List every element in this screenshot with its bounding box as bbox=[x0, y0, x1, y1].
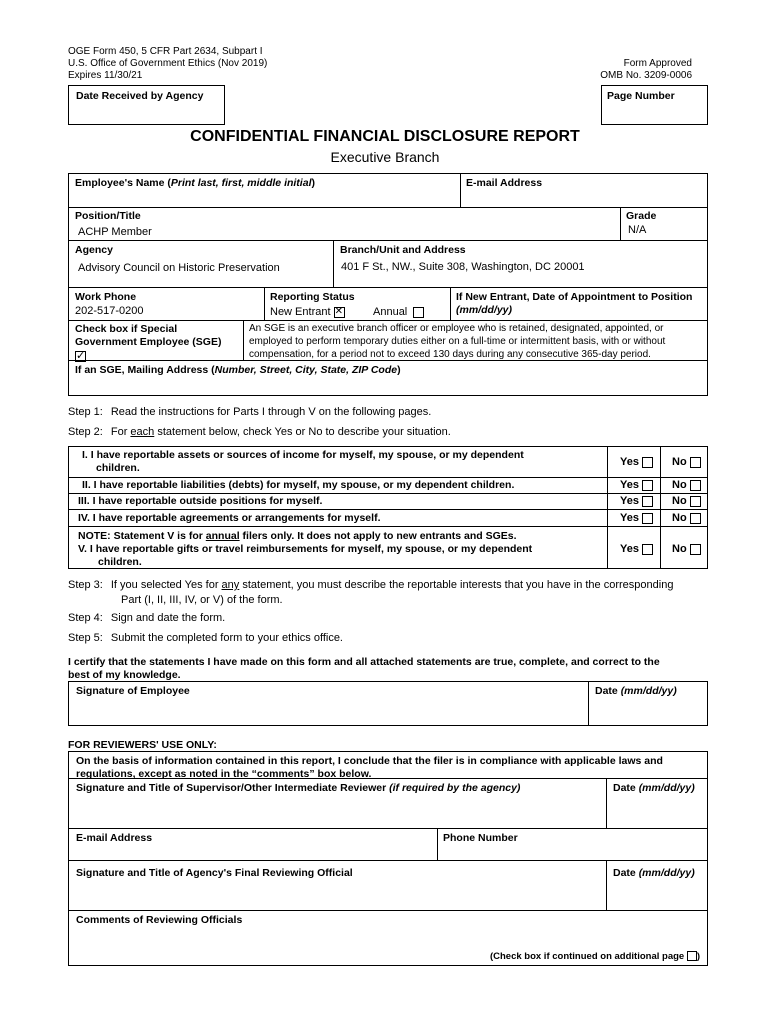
reviewer-phone-field[interactable] bbox=[439, 845, 707, 859]
divider bbox=[460, 173, 461, 207]
new-entrant-checkbox[interactable] bbox=[334, 307, 345, 318]
mailing-address-field[interactable] bbox=[69, 378, 707, 395]
page-number-label: Page Number bbox=[607, 90, 675, 102]
q2-no-checkbox[interactable] bbox=[690, 480, 701, 491]
reviewer-phone-label: Phone Number bbox=[443, 832, 518, 844]
divider bbox=[68, 240, 708, 241]
divider bbox=[607, 446, 608, 569]
reporting-status-label: Reporting Status bbox=[270, 291, 355, 303]
q1-no-checkbox[interactable] bbox=[690, 457, 701, 468]
page-number-box[interactable] bbox=[601, 85, 708, 125]
step-3: Step 3: If you selected Yes for any statement, you must describe the reportable interests that you have in the corresponding Part (I, II, III, IV, or V) of the form. bbox=[68, 579, 674, 606]
work-phone-field[interactable]: 202-517-0200 bbox=[75, 305, 144, 317]
employee-signature-label: Signature of Employee bbox=[76, 685, 190, 697]
final-reviewer-signature-field[interactable] bbox=[69, 881, 605, 909]
date-received-box[interactable] bbox=[68, 85, 225, 125]
divider bbox=[68, 828, 708, 829]
form-title: CONFIDENTIAL FINANCIAL DISCLOSURE REPORT bbox=[190, 128, 580, 145]
form-subtitle: Executive Branch bbox=[330, 149, 440, 165]
q4-yes[interactable]: Yes bbox=[620, 512, 653, 524]
divider bbox=[450, 287, 451, 320]
supervisor-date-label: Date (mm/dd/yy) bbox=[613, 782, 695, 794]
reviewer-basis-text: On the basis of information contained in this report, I conclude that the filer is in compliance with applicable laws and regulations, except as noted in the “comments” box below. bbox=[76, 755, 663, 780]
q2-yes[interactable]: Yes bbox=[620, 479, 653, 491]
reviewer-email-label: E-mail Address bbox=[76, 832, 153, 844]
grade-field[interactable]: N/A bbox=[628, 224, 647, 236]
form-header-right bbox=[600, 58, 692, 82]
branch-field[interactable]: 401 F St., NW., Suite 308, Washington, DC 20001 bbox=[341, 261, 585, 273]
comments-label: Comments of Reviewing Officials bbox=[76, 914, 243, 926]
step-2: Step 2: For each statement below, check Yes or No to describe your situation. bbox=[68, 426, 451, 438]
question-3: III. I have reportable outside positions for myself. bbox=[78, 495, 323, 507]
q3-no-checkbox[interactable] bbox=[690, 496, 701, 507]
supervisor-signature-field[interactable] bbox=[69, 796, 605, 827]
appointment-date-format: (mm/dd/yy) bbox=[456, 304, 513, 316]
divider bbox=[68, 320, 708, 321]
divider bbox=[68, 526, 708, 527]
divider bbox=[620, 207, 621, 240]
divider bbox=[264, 287, 265, 320]
branch-label: Branch/Unit and Address bbox=[340, 244, 466, 256]
question-1: I. I have reportable assets or sources of income for myself, my spouse, or my dependent children. bbox=[82, 449, 524, 474]
agency-label: Agency bbox=[75, 244, 113, 256]
annual-checkbox[interactable] bbox=[413, 307, 424, 318]
q2-no[interactable]: No bbox=[672, 479, 701, 491]
step-1: Step 1: Read the instructions for Parts I through V on the following pages. bbox=[68, 406, 432, 418]
divider bbox=[68, 778, 708, 779]
divider bbox=[68, 860, 708, 861]
divider bbox=[243, 320, 244, 360]
sge-checkbox[interactable] bbox=[75, 351, 86, 362]
q4-no[interactable]: No bbox=[672, 512, 701, 524]
position-field[interactable]: ACHP Member bbox=[78, 226, 152, 238]
question-2: II. I have reportable liabilities (debts) for myself, my spouse, or my dependent children. bbox=[82, 479, 515, 491]
divider bbox=[606, 860, 607, 910]
comments-field[interactable] bbox=[69, 928, 707, 950]
supervisor-signature-label: Signature and Title of Supervisor/Other Intermediate Reviewer (if required by the agency) bbox=[76, 782, 521, 794]
q1-yes[interactable]: Yes bbox=[620, 456, 653, 468]
annual-label: Annual bbox=[373, 306, 408, 318]
mailing-address-label: If an SGE, Mailing Address (Number, Street, City, State, ZIP Code) bbox=[75, 364, 401, 376]
form-header-left bbox=[68, 46, 267, 82]
divider bbox=[68, 910, 708, 911]
sge-label: Check box if Special Government Employee (SGE) bbox=[75, 323, 222, 348]
q1-no[interactable]: No bbox=[672, 456, 701, 468]
q3-yes-checkbox[interactable] bbox=[642, 496, 653, 507]
issuing-office: U.S. Office of Government Ethics (Nov 2019) bbox=[68, 58, 268, 69]
divider bbox=[68, 509, 708, 510]
divider bbox=[68, 477, 708, 478]
q5-no[interactable]: No bbox=[672, 543, 701, 555]
divider bbox=[68, 493, 708, 494]
new-entrant-option[interactable] bbox=[270, 306, 345, 318]
q5-no-checkbox[interactable] bbox=[690, 544, 701, 555]
divider bbox=[588, 681, 589, 726]
form-approved: Form Approved bbox=[623, 58, 692, 69]
date-received-label: Date Received by Agency bbox=[76, 90, 204, 102]
reviewers-heading: FOR REVIEWERS' USE ONLY: bbox=[68, 739, 217, 751]
position-label: Position/Title bbox=[75, 210, 141, 222]
divider bbox=[437, 828, 438, 860]
final-reviewer-date-label: Date (mm/dd/yy) bbox=[613, 867, 695, 879]
work-phone-label: Work Phone bbox=[75, 291, 137, 303]
q3-no[interactable]: No bbox=[672, 495, 701, 507]
agency-field[interactable]: Advisory Council on Historic Preservation bbox=[78, 262, 280, 274]
grade-label: Grade bbox=[626, 210, 657, 222]
reviewer-email-field[interactable] bbox=[69, 845, 436, 859]
employee-date-field[interactable] bbox=[590, 699, 707, 725]
continued-checkbox[interactable] bbox=[687, 951, 697, 961]
certification-statement: I certify that the statements I have made on this form and all attached statements are true, complete, and correct to the best of my knowledge. bbox=[68, 656, 660, 681]
supervisor-date-field[interactable] bbox=[608, 796, 707, 827]
employee-name-label: Employee's Name (Print last, first, middle initial) bbox=[75, 177, 315, 189]
final-reviewer-signature-label: Signature and Title of Agency's Final Reviewing Official bbox=[76, 867, 353, 879]
divider bbox=[333, 240, 334, 287]
question-5: NOTE: Statement V is for annual filers only. It does not apply to new entrants and SGEs. V. I have reportable gifts or travel reimbursements for myself, my spouse, or my dependent children. bbox=[78, 530, 533, 568]
divider bbox=[660, 446, 661, 569]
employee-date-label: Date (mm/dd/yy) bbox=[595, 685, 677, 697]
email-label: E-mail Address bbox=[466, 177, 543, 189]
form-id: OGE Form 450, 5 CFR Part 2634, Subpart I bbox=[68, 46, 263, 57]
sge-description: An SGE is an executive branch officer or employee who is retained, designated, appointed, or employed to perform temporary duties either on a full-time or intermittent basis, with or without compensation, for a period not to exceed 130 days during any consecutive 365-day period. bbox=[249, 323, 666, 360]
annual-option[interactable] bbox=[373, 306, 424, 318]
new-entrant-label: New Entrant bbox=[270, 306, 331, 318]
step-5: Step 5: Submit the completed form to your ethics office. bbox=[68, 632, 343, 644]
q5-yes[interactable]: Yes bbox=[620, 543, 653, 555]
final-reviewer-date-field[interactable] bbox=[608, 881, 707, 909]
divider bbox=[68, 287, 708, 288]
employee-signature-field[interactable] bbox=[69, 699, 587, 725]
q2-yes-checkbox[interactable] bbox=[642, 480, 653, 491]
q5-yes-checkbox[interactable] bbox=[642, 544, 653, 555]
q3-yes[interactable]: Yes bbox=[620, 495, 653, 507]
q4-no-checkbox[interactable] bbox=[690, 513, 701, 524]
employee-name-field[interactable] bbox=[69, 190, 459, 206]
omb-number: OMB No. 3209-0006 bbox=[600, 70, 692, 81]
email-field[interactable] bbox=[462, 190, 706, 206]
q1-yes-checkbox[interactable] bbox=[642, 457, 653, 468]
divider bbox=[606, 778, 607, 828]
divider bbox=[68, 207, 708, 208]
expiration-date: Expires 11/30/21 bbox=[68, 70, 143, 81]
question-4: IV. I have reportable agreements or arrangements for myself. bbox=[78, 512, 381, 524]
statement-v-note: NOTE: Statement V is for annual filers only. It does not apply to new entrants and SGEs. bbox=[78, 530, 517, 542]
q4-yes-checkbox[interactable] bbox=[642, 513, 653, 524]
appointment-date-label: If New Entrant, Date of Appointment to Position bbox=[456, 291, 693, 303]
continued-note: (Check box if continued on additional page ) bbox=[489, 951, 700, 962]
step-4: Step 4: Sign and date the form. bbox=[68, 612, 226, 624]
